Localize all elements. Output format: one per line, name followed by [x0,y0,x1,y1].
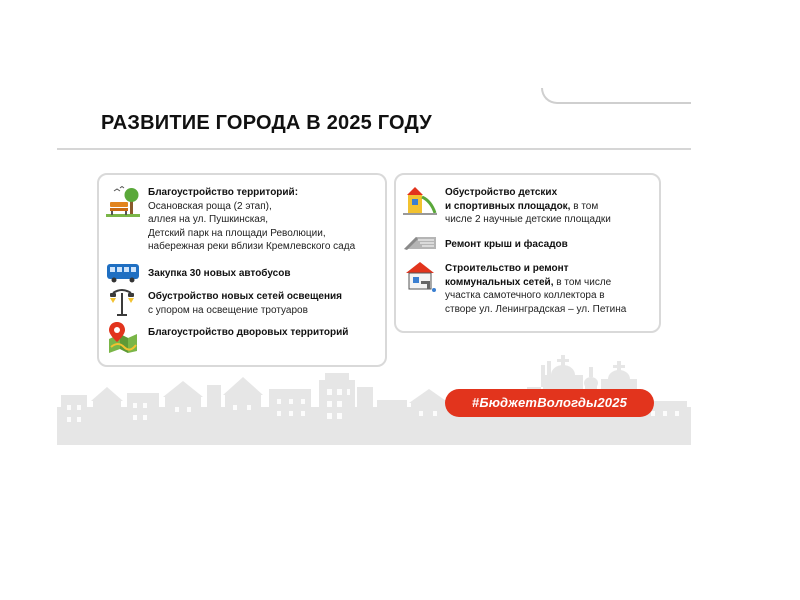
item-utility-networks [445,262,626,316]
item-roof-facade-repair [445,238,568,252]
item-heading: коммунальных сетей, [445,276,554,288]
title-divider [57,148,691,150]
playground-icon [403,185,437,215]
item-heading: Строительство и ремонт [445,263,569,274]
item-heading: Ремонт крыш и фасадов [445,239,568,250]
item-heading: Обустройство детских [445,187,558,198]
map-pin-icon [106,321,140,353]
item-lighting-networks [148,290,342,317]
item-line: набережная реки вблизи Кремлевского сада [148,241,356,252]
item-heading: и спортивных площадок, [445,200,571,212]
item-yard-improvement [148,326,348,340]
item-heading: Обустройство новых сетей освещения [148,291,343,302]
bus-icon [106,263,140,283]
street-lamp-icon [108,287,136,317]
item-heading: Благоустройство территорий: [148,187,299,198]
item-playgrounds [445,186,611,227]
item-line: в том [570,200,599,212]
item-bus-purchase [148,267,290,281]
item-territory-improvement [148,186,355,254]
page-title: РАЗВИТИЕ ГОРОДА В 2025 ГОДУ [101,112,432,134]
item-heading: Закупка 30 новых автобусов [148,268,291,279]
item-line: створе ул. Ленинградская – ул. Петина [445,303,627,315]
roof-icon [404,235,436,251]
park-bench-icon [106,186,140,218]
item-heading: Благоустройство дворовых территорий [148,327,349,338]
item-line: участка самотечного коллектора в [445,290,605,301]
decorative-arc [541,88,691,104]
item-line: Осановская роща (2 этап), [148,200,272,212]
hashtag-badge: #БюджетВологды2025 [445,389,654,417]
item-line: аллея на ул. Пушкинская, [148,214,269,225]
house-pipe-icon [403,259,437,293]
item-line: Детский парк на площади Революции, [148,227,326,239]
item-line: с упором на освещение тротуаров [148,304,308,316]
item-line: в том числе [553,276,612,288]
item-line: числе 2 научные детские площадки [445,214,611,225]
